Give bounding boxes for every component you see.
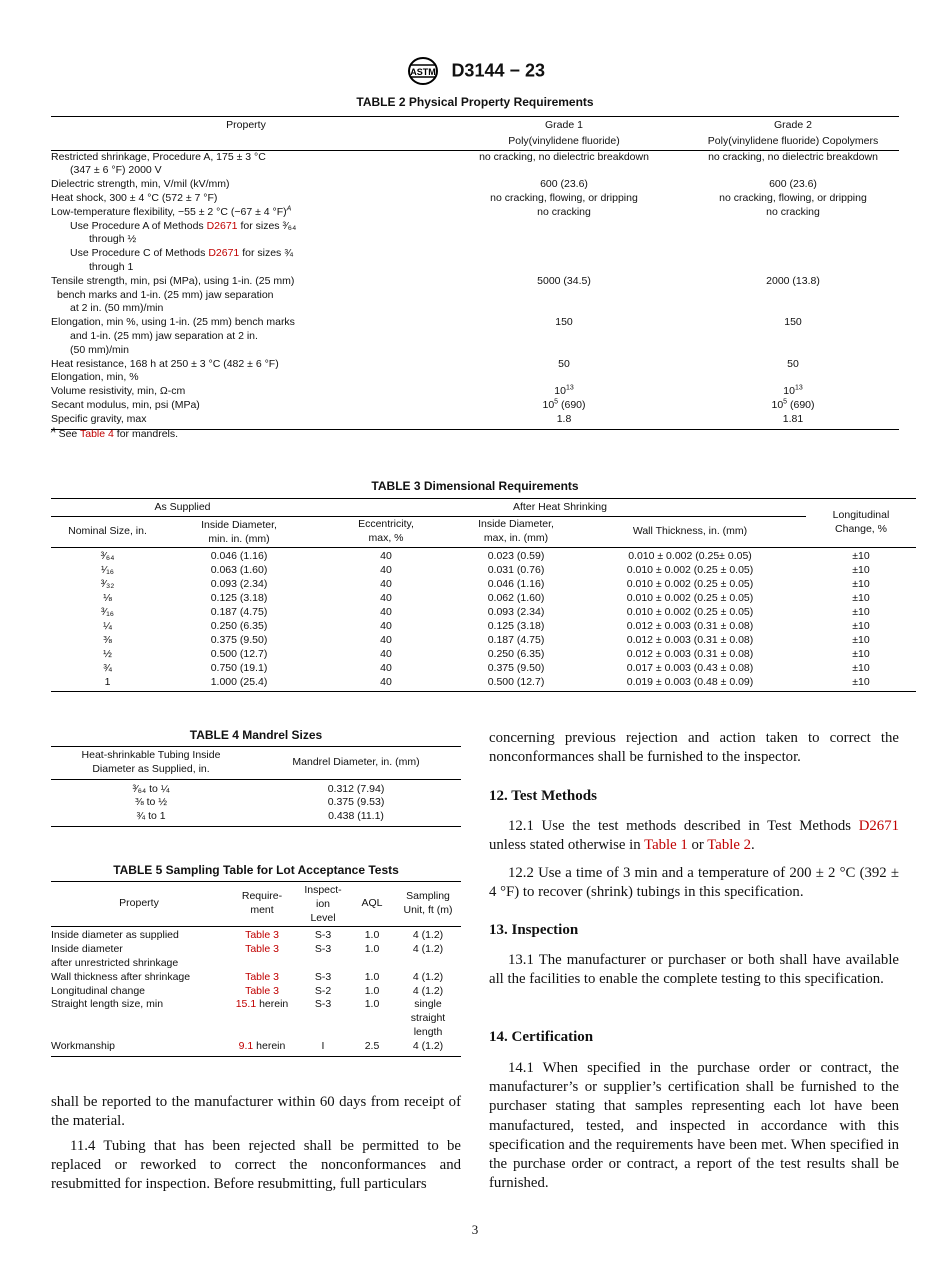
t3-cell: 0.500 (12.7) [210,647,268,660]
t2-g2: 50 [787,357,799,370]
t2-g2: $10^{13}$ [783,384,803,398]
t3-cell: 40 [380,619,392,632]
t5-cell: S-3 [314,929,332,942]
t5-cell: S-3 [314,943,332,956]
t3-cell: 0.046 (1.16) [487,578,545,591]
t3-cell: 0.093 (2.34) [210,578,268,591]
link-section-15-1[interactable]: 15.1 [235,998,257,1011]
table-row [51,578,916,592]
table-row [51,971,461,985]
t3-cell: 0.046 (1.16) [210,550,268,563]
paragraph-11-3-cont: shall be reported to the manufacturer within 60 days from receipt of the material. [51,1094,461,1130]
table-row [51,927,461,943]
t5-cell [227,943,297,957]
t3-cell: ¾ [103,661,112,674]
table-row [51,620,916,634]
t2-col-grade1: Grade 1 [545,119,583,131]
t5-cell: 4 (1.2) [412,1039,444,1052]
t5-cell: 4 (1.2) [412,970,444,983]
t2-col-property: Property [226,119,266,131]
t3-cell: 0.375 (9.50) [487,661,545,674]
t5-col-unit: Sampling Unit, ft (m) [403,890,453,917]
t2-property: Heat shock, 300 ± 4 °C (572 ± 7 °F) [51,191,218,204]
t5-cell: 9.1 herein [238,1039,286,1052]
t3-cell: ⅛ [103,592,112,605]
astm-logo-text: ASTM [410,67,436,77]
table-row [51,592,916,606]
paragraph-14-1: 14.1 When specified in the purchase order or contract, the manufacturer’s or supplier’s certification shall be furnished to the purchaser stating that samples representing each lot have been manufactured, tested, and inspected in accordance with this specification and the requirements have been met. When specified in the purchase order or contract, a report of the test results shall be furnished. [489,1060,899,1192]
t5-cell: length [413,1025,443,1038]
t5-cell: after unrestricted shrinkage [51,956,179,969]
link-d2671[interactable]: D2671 [858,818,899,834]
t3-cell: 40 [380,675,392,688]
paragraph-12-2: 12.2 Use a time of 3 min and a temperature of 200 ± 2 °C (392 ± 4 °F) to recover (shrink) tubings in this specification. [489,865,899,901]
t2-property: Specific gravity, max [51,412,147,425]
t5-col-req: Require- ment [241,890,283,917]
astm-logo-icon [405,56,441,86]
t3-cell: ³⁄₃₂ [100,578,115,591]
t3-cell: 0.012 ± 0.003 (0.31 ± 0.08) [626,633,754,646]
t3-col-id-after: Inside Diameter, max, in. (mm) [478,518,554,545]
t5-cell: Wall thickness after shrinkage [51,970,191,983]
table-row [51,796,461,810]
t2-property: through 1 [89,260,134,273]
t2-property: Low-temperature flexibility, −55 ± 2 °C (−67 ± 4 °F)$^A$ [51,205,292,218]
table3-dimensional-requirements [51,498,916,692]
paragraph-12-1: 12.1 Use the test methods described in Test Methods D2671 unless stated otherwise in Table 1 or Table 2. [489,818,899,854]
t2-property: Elongation, min, % [51,371,139,384]
t2-property: Dielectric strength, min, V/mil (kV/mm) [51,178,230,191]
t3-col-nominal: Nominal Size, in. [68,525,147,538]
t3-cell: 0.010 ± 0.002 (0.25 ± 0.05) [626,592,754,605]
t3-cell: 0.010 ± 0.002 (0.25 ± 0.05) [626,606,754,619]
t3-cell: 0.010 ± 0.002 (0.25 ± 0.05) [626,564,754,577]
t2-property: (347 ± 6 °F) 2000 V [70,164,162,177]
page-header [0,56,950,86]
link-table4[interactable]: Table 4 [80,428,114,440]
section-14-heading: 14. Certification [489,1029,594,1045]
t2-property: at 2 in. (50 mm)/min [70,302,164,315]
table-row [51,810,461,826]
t3-cell: 0.187 (4.75) [487,633,545,646]
t3-cell: ¹⁄₁₆ [100,564,115,577]
table2-physical-properties [51,116,899,430]
t4-cell: ³⁄₆₄ to ¼ [132,782,170,795]
t5-cell [227,971,297,985]
t5-cell: 1.0 [364,929,380,942]
t3-col-id-supplied: Inside Diameter, min. in. (mm) [201,518,277,545]
t5-cell: 2.5 [364,1039,380,1052]
table4-caption: TABLE 4 Mandrel Sizes [189,728,323,742]
t3-col-long: Longitudinal Change, % [832,509,890,536]
t3-cell: ±10 [852,633,870,646]
paragraph-11-4-cont: concerning previous rejection and action taken to correct the nonconformances shall be furnished to the inspector. [489,730,899,766]
t5-cell: 1.0 [364,984,380,997]
t2-property: bench marks and 1-in. (25 mm) jaw separation [57,288,274,301]
t3-cell: 1.000 (25.4) [210,675,268,688]
t3-cell: ³⁄₆₄ [100,550,115,563]
t2-g1: 1.8 [556,412,572,425]
t3-cell: 1 [104,675,111,688]
t5-cell: 4 (1.2) [412,984,444,997]
t5-col-insp: Inspect- ion Level [304,884,342,924]
table-row [51,676,916,692]
t3-cell: 0.010 ± 0.002 (0.25± 0.05) [628,550,752,563]
t2-property: through ½ [89,233,137,246]
t2-property: Secant modulus, min, psi (MPa) [51,398,200,411]
t3-cell: ½ [103,647,112,660]
t5-cell: 1.0 [364,970,380,983]
table4-mandrel-sizes [51,746,461,827]
t2-property: Volume resistivity, min, Ω-cm [51,385,186,398]
t5-cell: Inside diameter as supplied [51,929,179,942]
t3-cell: 0.375 (9.50) [210,633,268,646]
t3-cell: 0.017 ± 0.003 (0.43 ± 0.08) [626,661,754,674]
t3-cell: 0.062 (1.60) [487,592,545,605]
t2-property: (50 mm)/min [70,343,129,356]
table-row [51,985,461,999]
t2-col-grade2: Grade 2 [774,119,812,131]
table-row [51,998,461,1012]
link-d2671[interactable]: D2671 [206,219,238,232]
link-d2671[interactable]: D2671 [208,247,240,260]
table-row [51,564,916,578]
t4-cell: ⅜ to ½ [134,796,168,809]
t3-cell: 0.023 (0.59) [487,550,545,563]
t5-cell: single [414,998,442,1011]
t3-cell: ¼ [103,619,112,632]
link-table3[interactable]: Table 3 [245,943,279,956]
link-table3[interactable]: Table 3 [245,970,279,983]
t3-cell: 0.012 ± 0.003 (0.31 ± 0.08) [626,647,754,660]
t3-cell: ±10 [852,619,870,632]
t5-cell: Inside diameter [51,943,123,956]
t2-g1: 50 [558,357,570,370]
t5-cell: 1.0 [364,943,380,956]
t5-cell: I [321,1039,325,1052]
t3-cell: 0.500 (12.7) [487,675,545,688]
t2-g2: no cracking [766,205,820,218]
t3-cell: 40 [380,661,392,674]
t5-cell: S-3 [314,998,332,1011]
t3-cell: ±10 [852,564,870,577]
t2-g1: no cracking [537,205,591,218]
t3-cell: ±10 [852,578,870,591]
t5-cell: Longitudinal change [51,984,145,997]
t5-cell [227,927,297,943]
t5-cell: Workmanship [51,1039,115,1052]
t3-cell: 0.012 ± 0.003 (0.31 ± 0.08) [626,619,754,632]
t4-cell: 0.438 (11.1) [328,810,384,823]
t2-g1: 5000 (34.5) [537,274,591,287]
t2-property: Use Procedure A of Methods D2671 for sizes ³⁄₆₄ [70,219,297,232]
t3-cell: 0.250 (6.35) [210,619,268,632]
t3-cell: ±10 [852,647,870,660]
link-section-9-1[interactable]: 9.1 [238,1039,254,1052]
standard-designation: D3144 − 23 [451,60,546,81]
t3-cell: ±10 [852,675,870,688]
t2-property: Use Procedure C of Methods D2671 for sizes ¾ [70,247,293,260]
t5-cell: 4 (1.2) [412,943,444,956]
paragraph-11-4: 11.4 Tubing that has been rejected shall be permitted to be replaced or reworked to correct the nonconformances and resubmitted for inspection. Before resubmitting, full particulars [51,1138,461,1193]
table2-caption: TABLE 2 Physical Property Requirements [356,95,594,109]
t3-cell: ±10 [852,550,870,563]
t2-property: Tensile strength, min, psi (MPa), using 1-in. (25 mm) [51,274,295,287]
t2-g1: no cracking, flowing, or dripping [490,191,638,204]
t3-cell: 0.250 (6.35) [487,647,545,660]
t3-cell: ³⁄₁₆ [100,606,115,619]
table5-caption: TABLE 5 Sampling Table for Lot Acceptance Tests [113,863,399,877]
t3-cell: 0.093 (2.34) [487,606,545,619]
t5-cell: 1.0 [364,998,380,1011]
t2-g2: no cracking, no dielectric breakdown [708,150,878,163]
page-number: 3 [471,1222,479,1237]
t3-cell: 0.010 ± 0.002 (0.25 ± 0.05) [626,578,754,591]
t3-col-wall: Wall Thickness, in. (mm) [632,525,748,538]
t3-cell: 0.019 ± 0.003 (0.48 ± 0.09) [626,675,754,688]
t3-group-supplied: As Supplied [51,499,314,517]
t3-cell: 0.063 (1.60) [210,564,268,577]
t2-g1: no cracking, no dielectric breakdown [479,150,649,163]
t3-cell: 0.125 (3.18) [210,592,268,605]
t5-cell: 15.1 herein [235,998,289,1011]
table-row [51,1012,461,1026]
t2-grade2-material: Poly(vinylidene fluoride) Copolymers [707,134,879,147]
t3-group-after: After Heat Shrinking [314,499,806,517]
t4-cell: 0.312 (7.94) [327,782,385,795]
t3-cell: 40 [380,606,392,619]
t2-g2: 2000 (13.8) [766,274,820,287]
t3-cell: 40 [380,633,392,646]
section-12-heading: 12. Test Methods [489,788,597,804]
t2-property: Heat resistance, 168 h at 250 ± 3 °C (482 ± 6 °F) [51,357,279,370]
t2-property: and 1-in. (25 mm) jaw separation at 2 in. [70,329,258,342]
link-table3[interactable]: Table 3 [245,929,279,942]
t2-g1: $10^{13}$ [554,384,574,398]
t3-cell: 0.031 (0.76) [487,564,545,577]
t4-col2: Mandrel Diameter, in. (mm) [292,755,420,768]
t5-col-property: Property [119,897,159,910]
t5-cell [227,985,297,999]
t3-cell: ±10 [852,592,870,605]
t5-cell: Straight length size, min [51,998,164,1011]
t3-cell: 40 [380,578,392,591]
t2-g2: no cracking, flowing, or dripping [719,191,867,204]
t2-g1: 150 [555,316,573,329]
t3-col-ecc: Eccentricity, max, % [358,518,414,545]
link-table1[interactable]: Table 1 [644,837,688,854]
link-table2[interactable]: Table 2 [707,837,752,854]
t2-g2: 1.81 [782,412,804,425]
t2-property: Restricted shrinkage, Procedure A, 175 ± 3 °C [51,150,266,163]
table5-sampling-table [51,881,461,1057]
table-row [51,943,461,957]
t5-cell: S-3 [314,970,332,983]
t2-g1: 600 (23.6) [540,178,588,191]
t3-cell: 40 [380,564,392,577]
table-row [51,957,461,971]
t3-cell: 0.750 (19.1) [210,661,268,674]
t3-cell: 0.125 (3.18) [487,619,545,632]
t2-footnote: $^A$ See Table 4 for mandrels. [51,427,179,440]
t4-cell: ¾ to 1 [136,810,166,823]
t2-g2: $10^5$ (690) [771,398,815,411]
t5-cell: straight [410,1012,446,1025]
table-row [51,662,916,676]
table-row [51,1026,461,1040]
t3-cell: 40 [380,550,392,563]
t2-g2: 150 [784,316,802,329]
table-row [51,648,916,662]
section-13-heading: 13. Inspection [489,922,579,938]
t3-cell: 40 [380,647,392,660]
t2-g1: $10^5$ (690) [542,398,586,411]
t4-cell: 0.375 (9.53) [327,796,385,809]
table-row [51,548,916,564]
table-row [51,779,461,796]
t5-cell: 4 (1.2) [412,929,444,942]
table-row [51,1040,461,1056]
table-row [51,634,916,648]
t3-cell: ±10 [852,606,870,619]
t2-grade1-material: Poly(vinylidene fluoride) [508,134,620,147]
t2-footnote-ref: A [286,205,292,213]
table-row [51,606,916,620]
t4-col1: Heat-shrinkable Tubing Inside Diameter as Supplied, in. [81,749,221,775]
t2-property: Elongation, min %, using 1-in. (25 mm) bench marks [51,316,295,329]
t3-cell: 0.187 (4.75) [210,606,268,619]
t3-cell: ⅜ [103,633,112,646]
t5-cell: S-2 [314,984,332,997]
t5-col-aql: AQL [361,897,383,910]
paragraph-13-1: 13.1 The manufacturer or purchaser or both shall have available all the facilities to enable the complete testing to this specification. [489,952,899,988]
table3-caption: TABLE 3 Dimensional Requirements [371,479,579,493]
link-table3[interactable]: Table 3 [245,984,279,997]
t2-g2: 600 (23.6) [769,178,817,191]
t3-cell: 40 [380,592,392,605]
t3-cell: ±10 [852,661,870,674]
